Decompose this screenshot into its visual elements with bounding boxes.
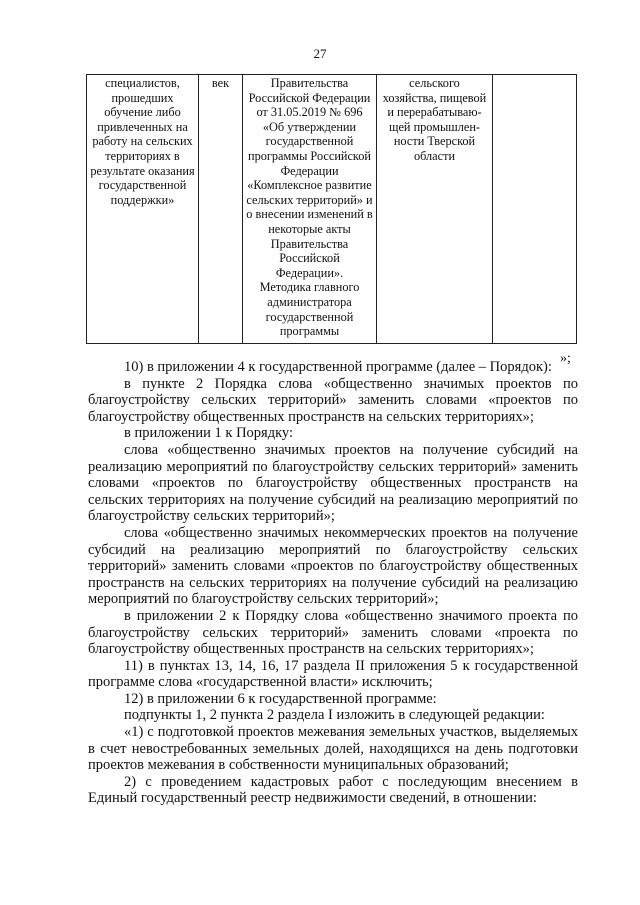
- cell-line: государственной: [265, 134, 354, 149]
- cell-line: программы Российской: [247, 148, 372, 163]
- cell-line: программы: [279, 324, 340, 339]
- paragraph: «1) с подготовкой проектов межевания земельных участков, выделяемых в счет невостребованных земельных долей, находящихся на день подготовки проектов межевания в собственности муниципальных образований;: [88, 724, 578, 774]
- table-cell: [493, 75, 577, 344]
- paragraph: слова «общественно значимых некоммерческих проектов на получение субсидий на реализацию мероприятий по благоустройству сельских территорий» заменить словами «проектов по благоустройству общественных пространств на сельских территориях на получение субсидий на реализацию мероприятий по благоустройству сельских территорий»;: [88, 524, 578, 608]
- cell-line: «Комплексное развитие: [247, 178, 372, 193]
- paragraph: 11) в пунктах 13, 14, 16, 17 раздела II приложения 5 к государственной программе слова «государственной власти» исключить;: [88, 657, 578, 691]
- document-body: [88, 359, 578, 807]
- cell-line: от 31.05.2019 № 696: [256, 105, 363, 120]
- table-row: [87, 75, 577, 344]
- table-cell: [87, 75, 199, 344]
- cell-line: «Об утверждении: [262, 119, 357, 134]
- table-cell: [199, 75, 243, 344]
- cell-line: Правительства: [270, 76, 349, 90]
- page-number: 27: [313, 46, 327, 61]
- paragraph: 12) в приложении 6 к государственной программе:: [124, 690, 437, 707]
- cell-line: некоторые акты: [268, 221, 351, 236]
- closing-quote: »;: [560, 351, 571, 366]
- cell-line: о внесении изменений в: [246, 207, 373, 222]
- cell-line: Российской Федерации: [248, 90, 371, 105]
- cell-line: работу на сельских: [92, 134, 193, 149]
- paragraph: в приложении 2 к Порядку слова «общественно значимого проекта по благоустройству сельских территорий» заменить словами «проекта по благоустройству общественных пространств на сельских территориях»;: [88, 607, 578, 658]
- cell-line: администратора: [267, 294, 352, 309]
- cell-line: век: [211, 76, 230, 90]
- cell-line: и перерабатываю-: [387, 105, 482, 120]
- cell-line: результате оказания: [90, 163, 195, 178]
- cell-line: обучение либо: [104, 105, 181, 120]
- cell-line: ности Тверской: [393, 134, 476, 149]
- cell-line: Правительства: [270, 236, 349, 251]
- paragraph: подпункты 1, 2 пункта 2 раздела I изложить в следующей редакции:: [124, 707, 545, 724]
- cell-line: сельского: [409, 76, 460, 90]
- continued-table: [86, 74, 577, 344]
- table-cell: [243, 75, 377, 344]
- paragraph: слова «общественно значимых проектов на получение субсидий на реализацию мероприятий по благоустройству сельских территорий» заменить словами «проектов по благоустройству общественных пространств на сельских территориях на получение субсидий на реализацию мероприятий по благоустройству сельских территорий»;: [88, 441, 578, 525]
- cell-line: Федерации: [280, 163, 339, 178]
- paragraph: в приложении 1 к Порядку:: [124, 425, 294, 442]
- cell-line: Методика главного: [259, 280, 360, 295]
- cell-line: государственной: [265, 309, 354, 324]
- cell-line: специалистов,: [105, 76, 180, 90]
- cell-line: области: [413, 148, 456, 163]
- cell-line: щей промышлен-: [388, 119, 480, 134]
- cell-line: государственной: [98, 178, 187, 193]
- cell-line: Федерации».: [275, 265, 344, 280]
- cell-line: прошедших: [111, 90, 174, 105]
- paragraph: 10) в приложении 4 к государственной программе (далее – Порядок):: [124, 359, 552, 375]
- paragraph: в пункте 2 Порядка слова «общественно значимых проектов по благоустройству сельских территорий» заменить словами «проектов по благоустройству общественных пространств на сельских территориях»;: [88, 375, 578, 425]
- paragraph: 2) с проведением кадастровых работ с последующим внесением в Единый государственный реестр недвижимости сведений, в отношении:: [88, 773, 578, 807]
- cell-line: территориях в: [105, 148, 180, 163]
- table-cell: [377, 75, 493, 344]
- cell-line: хозяйства, пищевой: [382, 90, 487, 105]
- cell-line: поддержки»: [110, 192, 175, 207]
- cell-line: привлеченных на: [97, 119, 188, 134]
- cell-line: сельских территорий» и: [246, 192, 373, 207]
- cell-line: Российской: [279, 251, 340, 266]
